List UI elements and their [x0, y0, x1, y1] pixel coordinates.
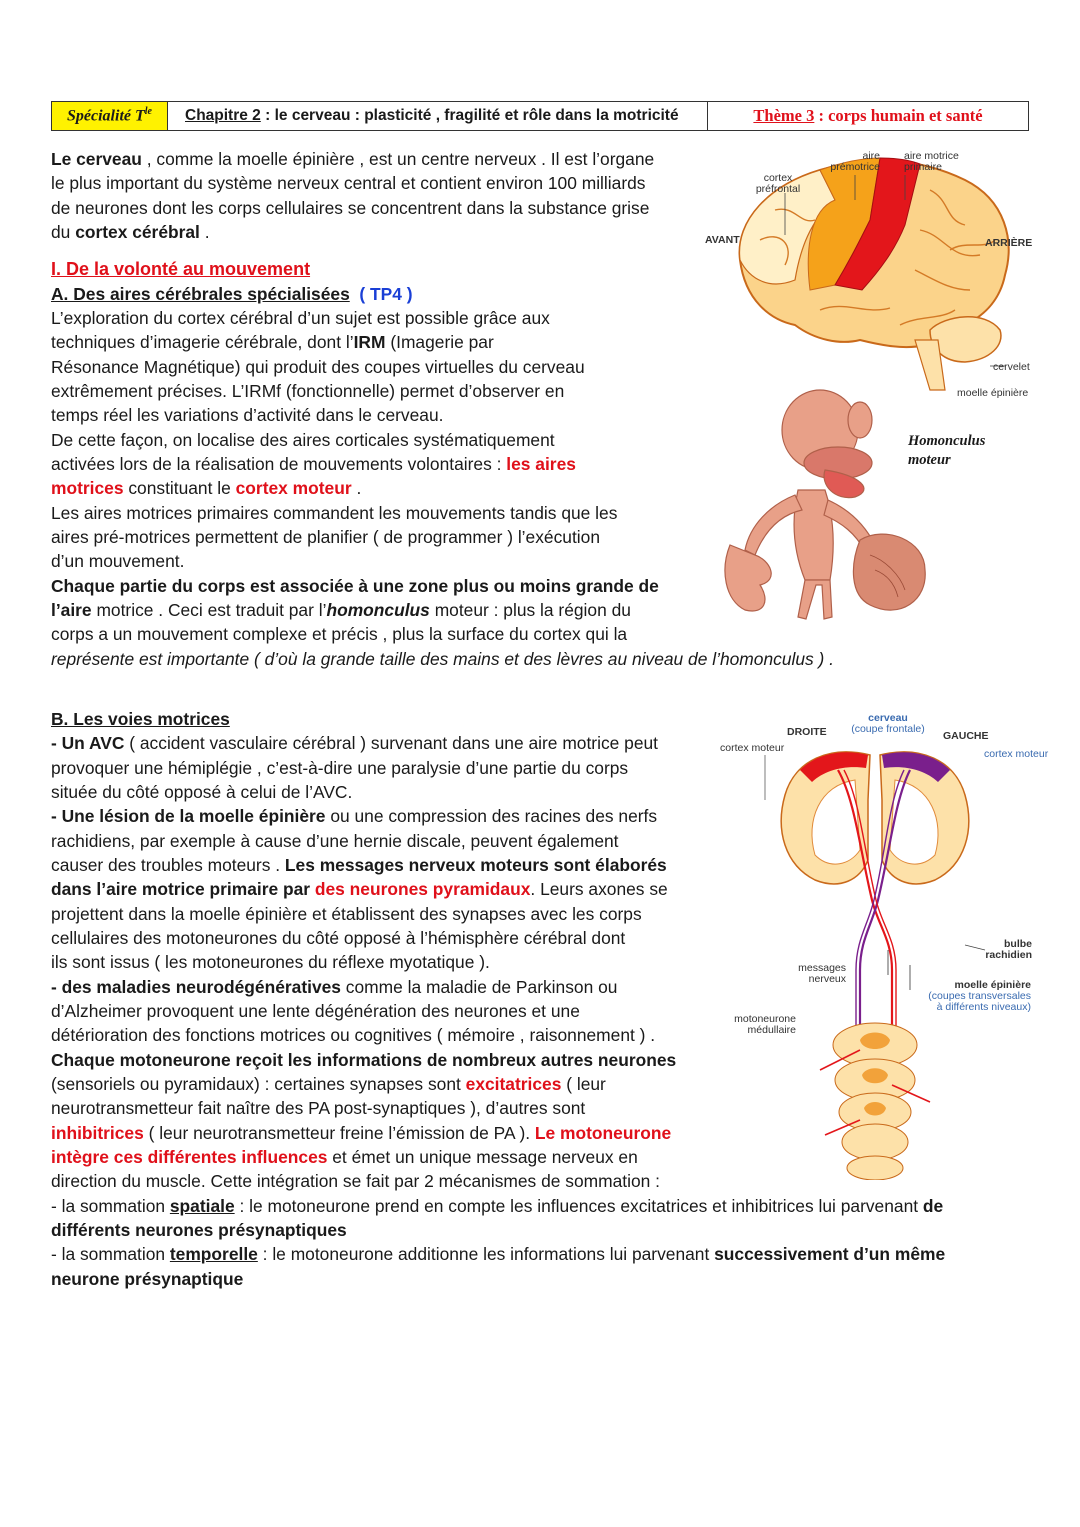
label-moelle-coupes: moelle épinière (coupes transversales à différents niveaux) — [928, 979, 1031, 1013]
paragraph-line: Les aires motrices primaires commandent les mouvements tandis que les — [51, 503, 618, 523]
label-aire-premotrice: aire prémotrice — [830, 150, 880, 173]
paragraph-line: - Un AVC ( accident vasculaire cérébral ) survenant dans une aire motrice peut — [51, 733, 659, 753]
specialite-box — [51, 101, 168, 131]
paragraph-line: Chaque motoneurone reçoit les informations de nombreux autres neurones — [51, 1050, 677, 1070]
specialite-label: Spécialité $T^{le}$ — [67, 106, 152, 125]
paragraph-line: rachidiens, par exemple à cause d’une hernie discale, peuvent également — [51, 831, 619, 851]
subsection-a-title: A. Des aires cérébrales spécialisées ( TP4 ) — [51, 284, 413, 304]
paragraph-line: dans l’aire motrice primaire par des neurones pyramidaux. Leurs axones se — [51, 879, 668, 899]
paragraph-line: temps réel les variations d’activité dans le cerveau. — [51, 405, 444, 425]
intro-line: de neurones dont les corps cellulaires se concentrent dans la substance grise — [51, 198, 650, 218]
paragraph-line: direction du muscle. Cette intégration se fait par 2 mécanismes de sommation : — [51, 1171, 660, 1191]
paragraph-line: d’un mouvement. — [51, 551, 185, 571]
paragraph-line: Chaque partie du corps est associée à une zone plus ou moins grande de — [51, 576, 659, 596]
homonculus-figure — [710, 385, 940, 625]
paragraph-line: d’Alzheimer provoquent une lente dégénération des neurones et une — [51, 1001, 580, 1021]
paragraph-line: - la sommation spatiale : le motoneurone prend en compte les influences excitatrices et inhibitrices lui parvenant de — [51, 1196, 944, 1216]
chapitre-title: Chapitre 2 : le cerveau : plasticité , fragilité et rôle dans la motricité — [185, 107, 679, 124]
section-title: I. De la volonté au mouvement — [51, 259, 311, 279]
paragraph-line: motrices constituant le cortex moteur . — [51, 478, 362, 498]
label-bulbe-rachidien: bulbe rachidien — [985, 938, 1032, 961]
motor-pathway-diagram — [760, 740, 990, 1180]
label-arriere: ARRIÈRE — [985, 237, 1033, 249]
paragraph-line: causer des troubles moteurs . Les messages nerveux moteurs sont élaborés — [51, 855, 667, 875]
label-moelle-epiniere: moelle épinière — [957, 387, 1029, 399]
paragraph-line: L’exploration du cortex cérébral d’un sujet est possible grâce aux — [51, 308, 550, 328]
paragraph-line: techniques d’imagerie cérébrale, dont l’IRM (Imagerie par — [51, 332, 494, 352]
paragraph-line: (sensoriels ou pyramidaux) : certaines synapses sont excitatrices ( leur — [51, 1074, 606, 1094]
label-cortex-prefrontal: cortex préfrontal — [755, 172, 801, 195]
intro-line: du cortex cérébral . — [51, 222, 210, 242]
paragraph-line: inhibitrices ( leur neurotransmetteur freine l’émission de PA ). Le motoneurone — [51, 1123, 672, 1143]
intro-line: le plus important du système nerveux central et contient environ 100 milliards — [51, 173, 646, 193]
paragraph-line: corps a un mouvement complexe et précis , plus la surface du cortex qui la — [51, 624, 628, 644]
paragraph-line: - Une lésion de la moelle épinière ou une compression des racines des nerfs — [51, 806, 658, 826]
paragraph-line: ils sont issus ( les motoneurones du réflexe myotatique ). — [51, 952, 490, 972]
chapitre-box — [167, 101, 708, 131]
label-motoneurone-medullaire: motoneurone médullaire — [734, 1013, 796, 1036]
paragraph-line: située du côté opposé à celui de l’AVC. — [51, 782, 353, 802]
label-avant: AVANT — [705, 234, 740, 246]
theme-box — [707, 101, 1029, 131]
paragraph-line: intègre ces différentes influences et émet un unique message nerveux en — [51, 1147, 638, 1167]
paragraph-line: l’aire motrice . Ceci est traduit par l’homonculus moteur : plus la région du — [51, 600, 631, 620]
label-cervelet: cervelet — [993, 361, 1030, 373]
homonculus-right-hand — [853, 534, 925, 610]
paragraph-line: différents neurones présynaptiques — [51, 1220, 347, 1240]
label-cerveau-coupe: cerveau (coupe frontale) — [851, 712, 925, 735]
paragraph-line: - la sommation temporelle : le motoneurone additionne les informations lui parvenant successivement d’un même — [51, 1244, 946, 1264]
paragraph-line: aires pré-motrices permettent de planifier ( de programmer ) l’exécution — [51, 527, 600, 547]
paragraph-line: extrêmement précises. L’IRMf (fonctionnelle) permet d’observer en — [51, 381, 565, 401]
intro-line: Le cerveau , comme la moelle épinière , est un centre nerveux . Il est l’organe — [51, 149, 655, 169]
subsection-b-title: B. Les voies motrices — [51, 709, 230, 729]
homonculus-ear — [848, 402, 872, 438]
paragraph-line: neurotransmetteur fait naître des PA post-synaptiques ), d’autres sont — [51, 1098, 586, 1118]
paragraph-line: projettent dans la moelle épinière et établissent des synapses avec les corps — [51, 904, 642, 924]
paragraph-line: - des maladies neurodégénératives comme la maladie de Parkinson ou — [51, 977, 618, 997]
label-homonculus: Homonculus moteur — [908, 433, 986, 468]
homonculus-legs — [798, 580, 832, 619]
paragraph-line: provoquer une hémiplégie , c’est-à-dire une paralysie d’une partie du corps — [51, 758, 629, 778]
paragraph-line: Résonance Magnétique) qui produit des coupes virtuelles du cerveau — [51, 357, 585, 377]
label-gauche: GAUCHE — [943, 730, 989, 742]
label-cortex-moteur-right: cortex moteur — [984, 748, 1049, 760]
paragraph-line: cellulaires des motoneurones du côté opposé à l’hémisphère cérébral dont — [51, 928, 626, 948]
label-messages-nerveux: messages nerveux — [798, 962, 846, 985]
label-aire-motrice-primaire: aire motrice primaire — [904, 150, 959, 173]
paragraph-line: neurone présynaptique — [51, 1269, 244, 1289]
paragraph-line: représente est importante ( d’où la grande taille des mains et des lèvres au niveau de l’homonculus ) . — [51, 649, 835, 669]
label-cortex-moteur-left: cortex moteur — [720, 742, 785, 754]
theme-title: Thème 3 : corps humain et santé — [753, 106, 983, 125]
label-droite: DROITE — [787, 726, 827, 738]
paragraph-line: activées lors de la réalisation de mouvements volontaires : les aires — [51, 454, 576, 474]
paragraph-line: détérioration des fonctions motrices ou cognitives ( mémoire , raisonnement ) . — [51, 1025, 656, 1045]
homonculus-left-hand — [725, 545, 771, 611]
paragraph-line: De cette façon, on localise des aires corticales systématiquement — [51, 430, 555, 450]
